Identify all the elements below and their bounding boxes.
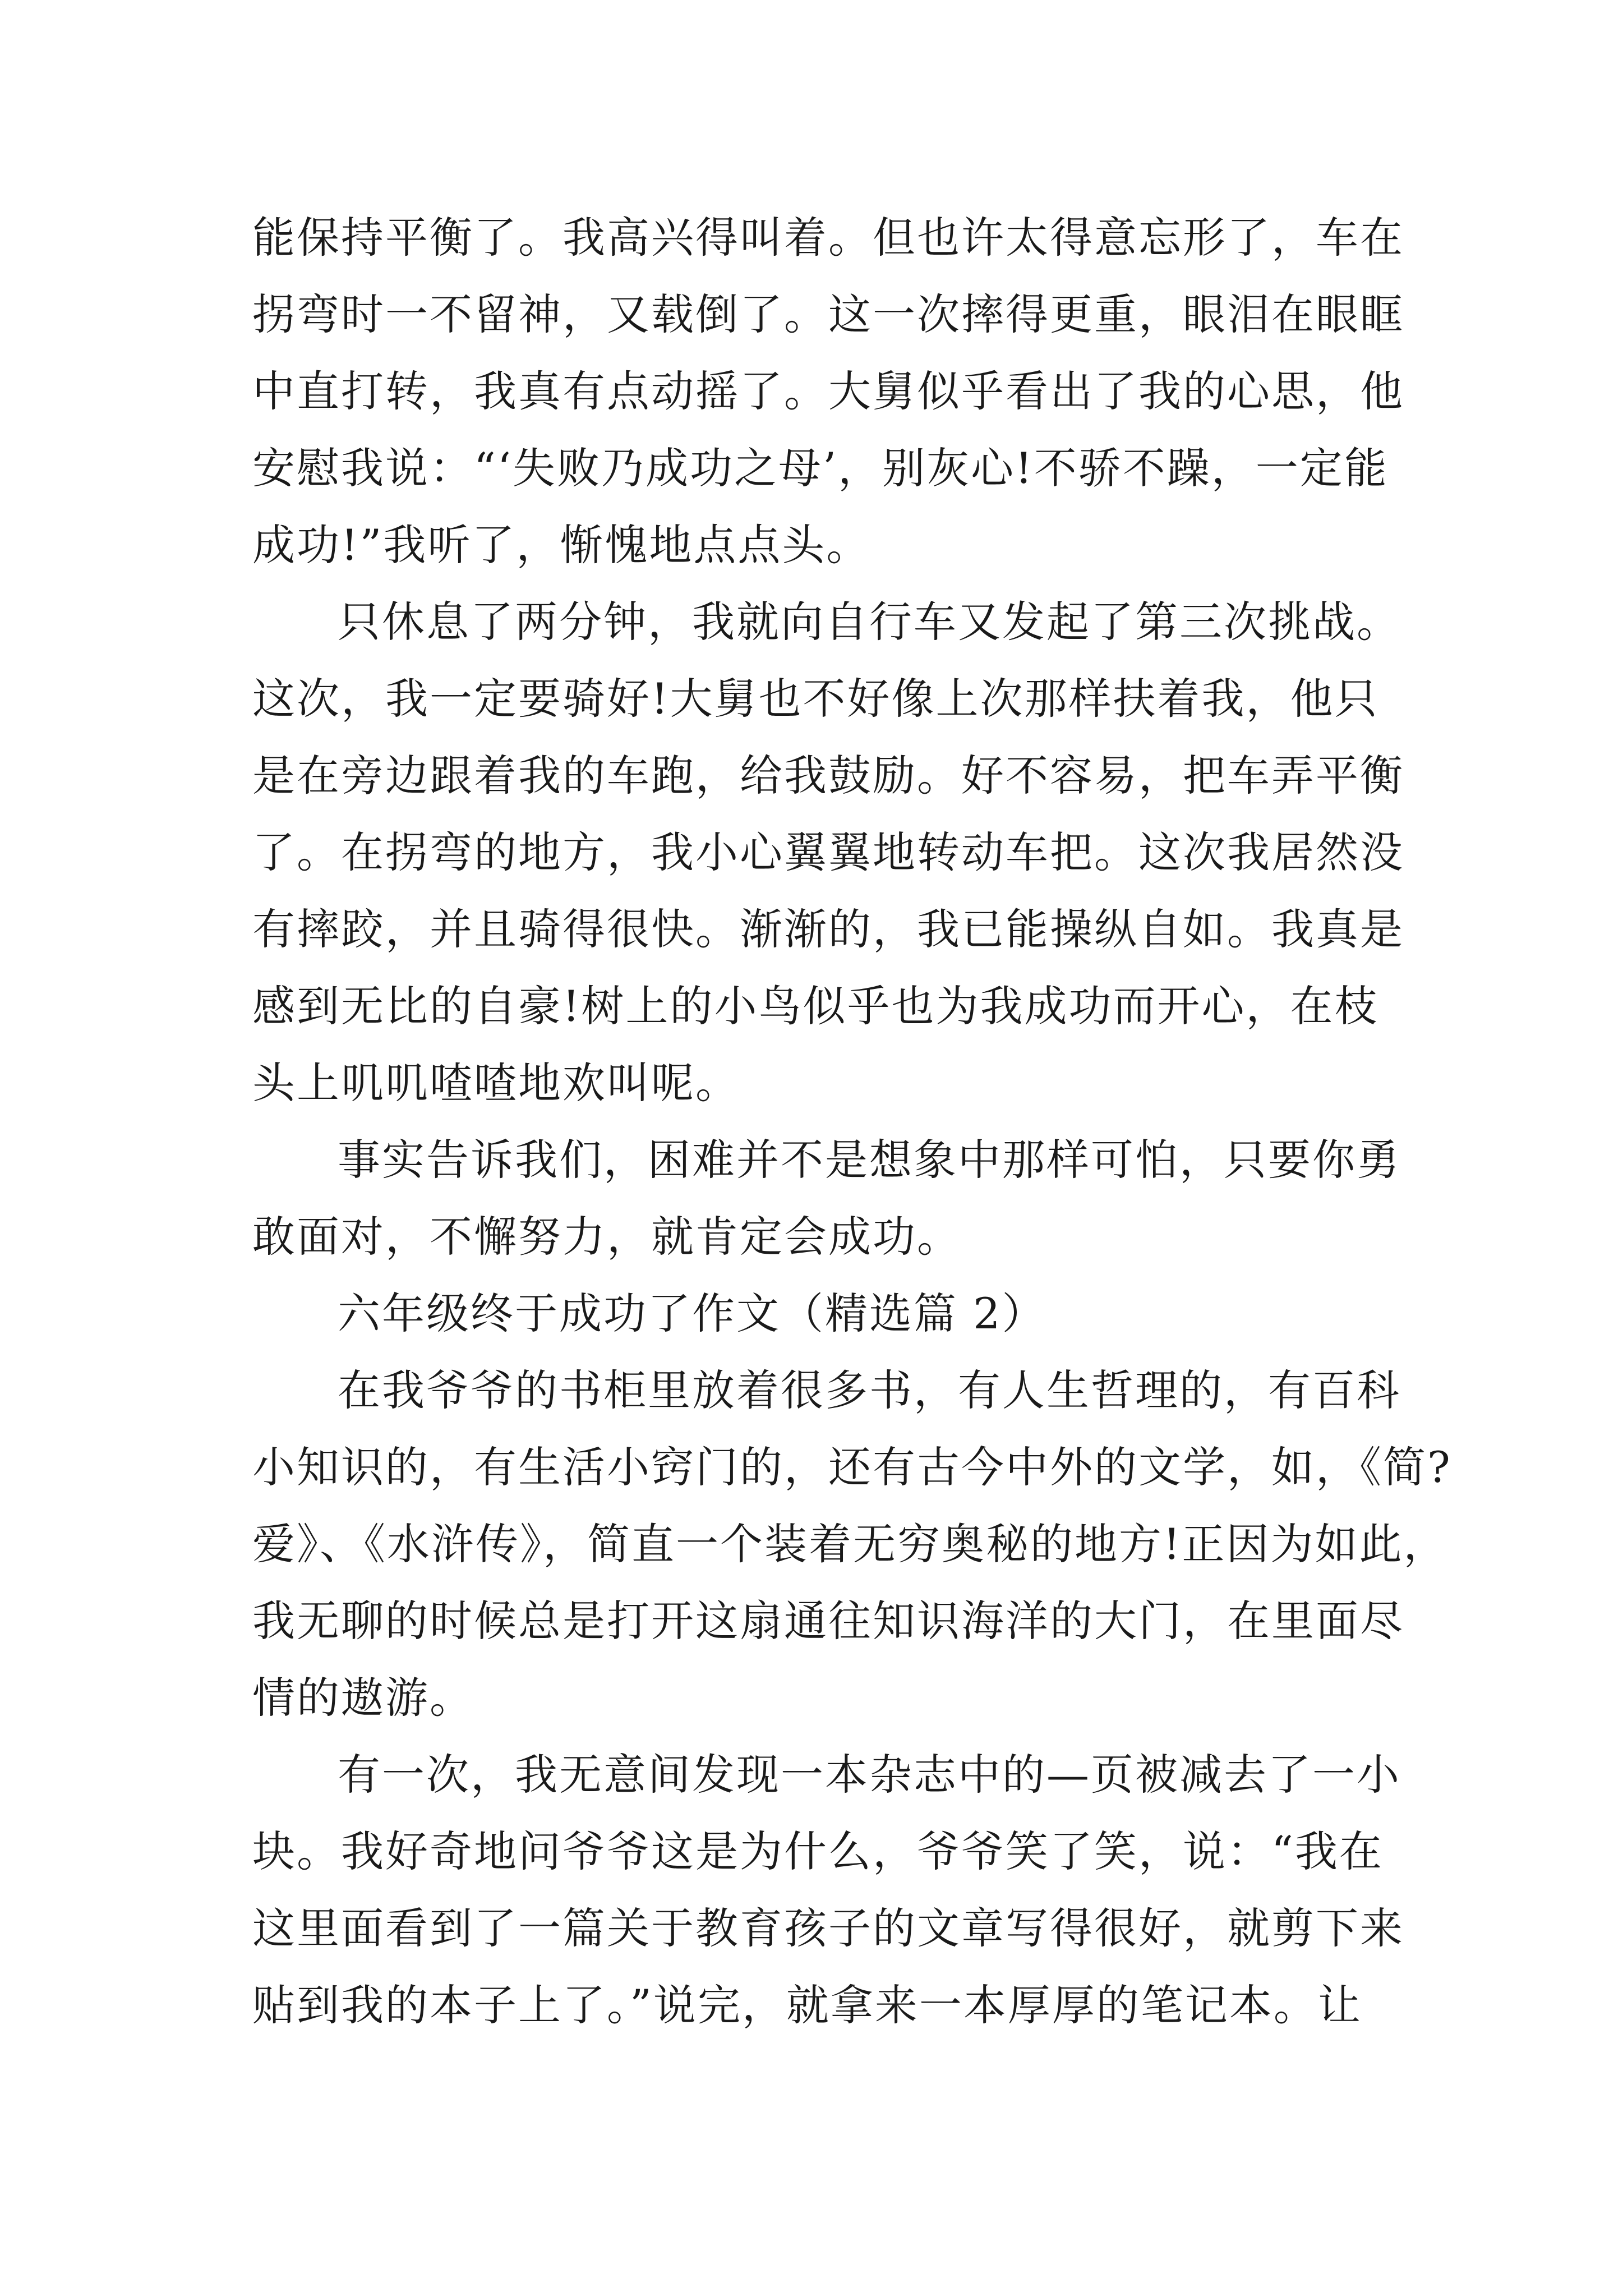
text-line: 是在旁边跟着我的车跑，给我鼓励。好不容易，把车弄平衡 [252, 751, 1404, 800]
text-line: 能保持平衡了。我高兴得叫着。但也许太得意忘形了，车在 [252, 213, 1404, 263]
paragraph-start-line: 在我爷爷的书柜里放着很多书，有人生哲理的，有百科 [338, 1365, 1401, 1415]
text-line: 拐弯时一不留神，又载倒了。这一次摔得更重，眼泪在眼眶 [252, 289, 1404, 339]
text-line: 有摔跤，并且骑得很快。渐渐的，我已能操纵自如。我真是 [252, 904, 1404, 954]
text-line: 情的遨游。 [252, 1673, 474, 1723]
text-line: 这次，我一定要骑好!大舅也不好像上次那样扶着我，他只 [252, 674, 1379, 724]
text-line: 小知识的，有生活小窍门的，还有古今中外的文学，如，《简? [252, 1442, 1452, 1492]
text-line: 我无聊的时候总是打开这扇通往知识海洋的大门，在里面尽 [252, 1596, 1404, 1646]
text-line: 安慰我说：“‘失败乃成功之母’，别灰心!不骄不躁，一定能 [252, 443, 1389, 493]
paragraph-start-line: 事实告诉我们，困难并不是想象中那样可怕，只要你勇 [338, 1135, 1401, 1185]
section-heading: 六年级终于成功了作文（精选篇 2） [338, 1289, 1046, 1338]
text-line: 成功!”我听了，惭愧地点点头。 [252, 520, 871, 570]
text-line: 块。我好奇地问爷爷这是为什么，爷爷笑了笑，说：“我在 [252, 1826, 1384, 1876]
text-line: 爱》、《水浒传》，简直一个装着无穷奥秘的地方!正因为如此， [252, 1519, 1448, 1569]
text-line: 了。在拐弯的地方，我小心翼翼地转动车把。这次我居然没 [252, 827, 1404, 877]
paragraph-start-line: 有一次，我无意间发现一本杂志中的—页被减去了一小 [338, 1750, 1401, 1800]
text-line: 头上叽叽喳喳地欢叫呢。 [252, 1058, 740, 1108]
document-body [252, 199, 1452, 2044]
text-line: 敢面对，不懈努力，就肯定会成功。 [252, 1212, 961, 1262]
paragraph-start-line: 只休息了两分钟，我就向自行车又发起了第三次挑战。 [338, 597, 1401, 647]
text-line: 贴到我的本子上了。”说完，就拿来一本厚厚的笔记本。让 [252, 1980, 1362, 2030]
text-line: 感到无比的自豪!树上的小鸟似乎也为我成功而开心，在枝 [252, 981, 1379, 1031]
text-line: 中直打转，我真有点动摇了。大舅似乎看出了我的心思，他 [252, 366, 1404, 416]
text-line: 这里面看到了一篇关于教育孩子的文章写得很好，就剪下来 [252, 1903, 1404, 1953]
